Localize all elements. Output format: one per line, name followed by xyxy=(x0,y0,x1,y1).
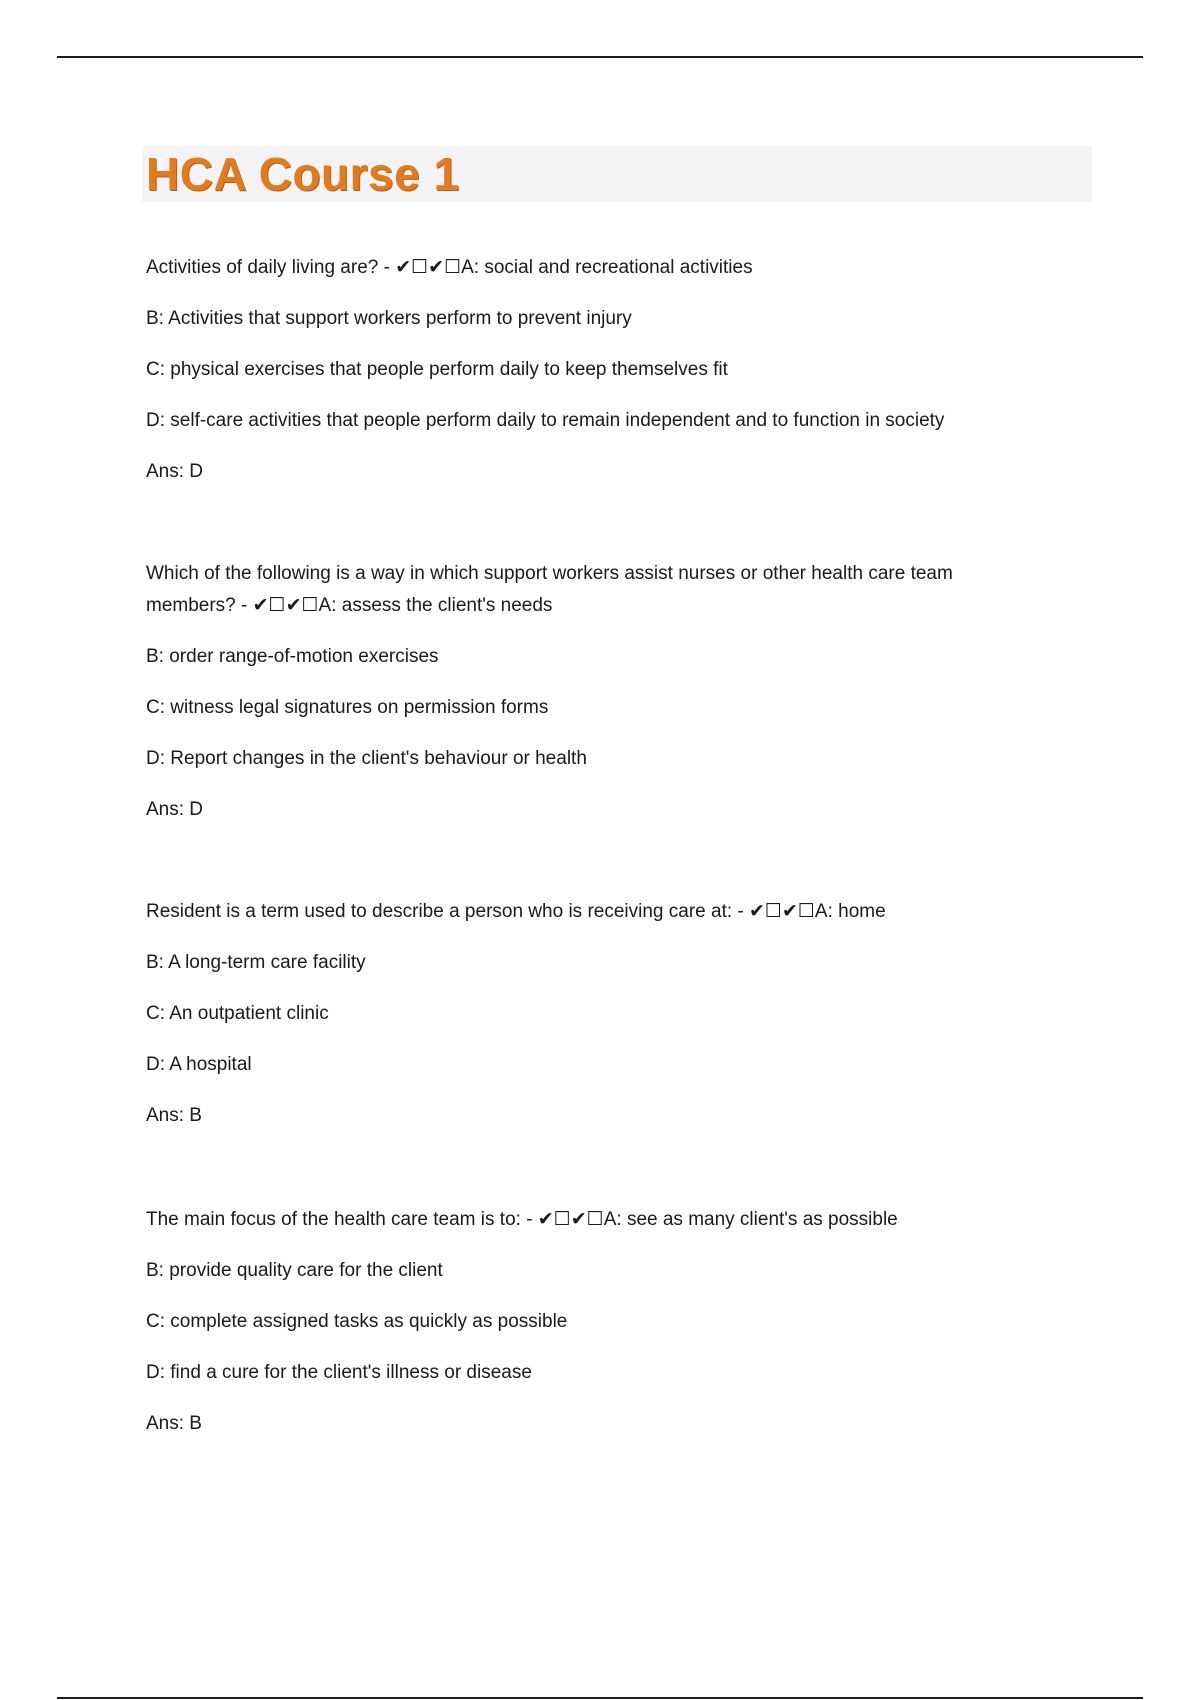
footer-rule xyxy=(57,1697,1143,1699)
option-d: D: self-care activities that people perform daily to remain independent and to function in society xyxy=(146,410,945,431)
question-spacer xyxy=(146,845,1046,896)
option-c: C: complete assigned tasks as quickly as possible xyxy=(146,1311,568,1332)
answer-line: Ans: B xyxy=(146,1105,202,1126)
option-c: C: An outpatient clinic xyxy=(146,1003,329,1024)
question-list xyxy=(146,252,1046,1459)
answer-line: Ans: B xyxy=(146,1413,202,1434)
question-spacer xyxy=(146,1151,1046,1204)
header-rule xyxy=(57,56,1143,58)
question-block xyxy=(146,252,1046,488)
question-spacer xyxy=(146,507,1046,558)
option-d: D: A hospital xyxy=(146,1054,252,1075)
question-prompt: The main focus of the health care team is to: - ✔☐✔☐A: see as many client's as possible xyxy=(146,1209,898,1230)
title-banner xyxy=(142,146,1092,202)
option-b: B: provide quality care for the client xyxy=(146,1260,443,1281)
question-prompt: Resident is a term used to describe a person who is receiving care at: - ✔☐✔☐A: home xyxy=(146,901,886,922)
answer-line: Ans: D xyxy=(146,461,204,482)
answer-line: Ans: D xyxy=(146,799,204,820)
question-block xyxy=(146,1204,1046,1440)
document-title: HCA Course 1 xyxy=(146,148,460,200)
question-block xyxy=(146,558,1046,826)
option-b: B: order range-of-motion exercises xyxy=(146,646,439,667)
option-b: B: Activities that support workers perform to prevent injury xyxy=(146,308,632,329)
option-d: D: find a cure for the client's illness or disease xyxy=(146,1362,532,1383)
option-c: C: witness legal signatures on permission forms xyxy=(146,697,549,718)
question-prompt: Activities of daily living are? - ✔☐✔☐A: social and recreational activities xyxy=(146,257,753,278)
option-d: D: Report changes in the client's behaviour or health xyxy=(146,748,587,769)
question-block xyxy=(146,896,1046,1132)
option-c: C: physical exercises that people perform daily to keep themselves fit xyxy=(146,359,728,380)
question-prompt: Which of the following is a way in which support workers assist nurses or other health care team members? - ✔☐✔☐A: assess the client's needs xyxy=(146,563,953,616)
option-b: B: A long-term care facility xyxy=(146,952,366,973)
